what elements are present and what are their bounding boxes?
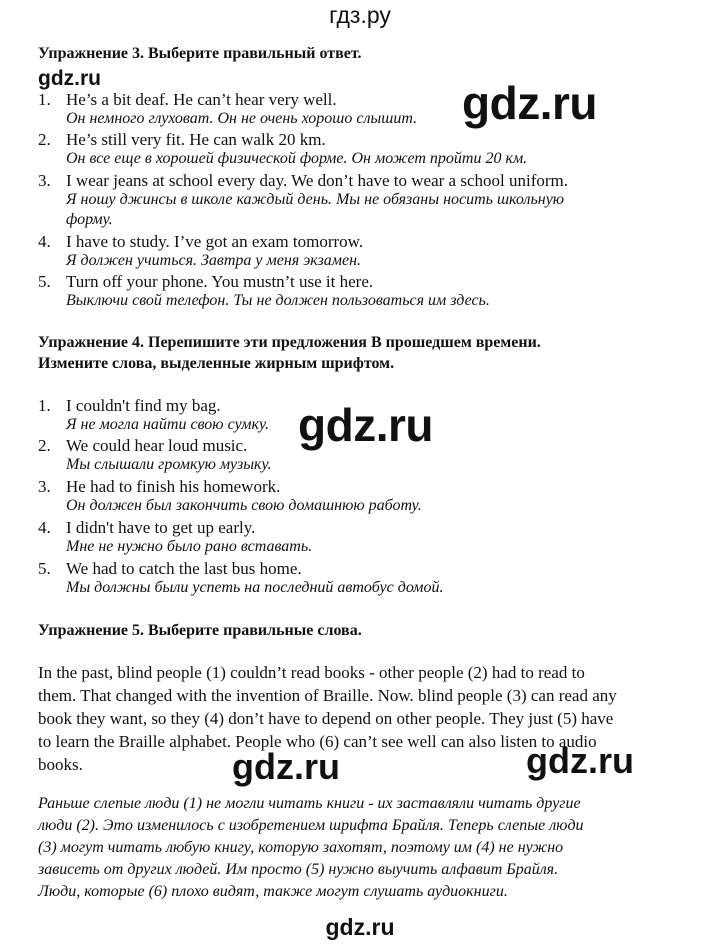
ex5-english-line-1: In the past, blind people (1) couldn’t read books - other people (2) had to read to	[38, 663, 585, 682]
ex4-item-1-english: I couldn't find my bag.	[66, 396, 221, 415]
ex3-item-2-number: 2.	[38, 130, 51, 149]
ex5-russian-line-3: (3) могут читать любую книгу, которую захотят, поэтому им (4) не нужно	[38, 839, 564, 856]
ex4-item-2-english: We could hear loud music.	[66, 436, 248, 455]
ex4-item-1-russian: Я не могла найти свою сумку.	[66, 416, 270, 433]
ex4-item-3-russian: Он должен был закончить свою домашнюю работу.	[66, 497, 422, 514]
ex4-item-2-russian: Мы слышали громкую музыку.	[66, 456, 272, 473]
ex4-item-3-number: 3.	[38, 477, 51, 496]
ex3-item-4-number: 4.	[38, 232, 51, 251]
ex3-item-4-russian: Я должен учиться. Завтра у меня экзамен.	[66, 252, 362, 269]
ex4-item-5-english: We had to catch the last bus home.	[66, 559, 302, 578]
watermark-lower-right: gdz.ru	[526, 740, 634, 781]
ex3-item-2-russian: Он все еще в хорошей физической форме. Он может пройти 20 км.	[66, 150, 528, 167]
ex5-russian-line-5: Люди, которые (6) плохо видят, также могут слушать аудиокниги.	[38, 883, 508, 900]
ex5-english-line-2: them. That changed with the invention of Braille. Now. blind people (3) can read any	[38, 686, 617, 705]
ex4-item-5-number: 5.	[38, 559, 51, 578]
ex3-item-1-english: He’s a bit deaf. He can’t hear very well.	[66, 90, 337, 109]
ex3-item-1-number: 1.	[38, 90, 51, 109]
watermark-footer: gdz.ru	[325, 914, 395, 940]
ex4-item-3-english: He had to finish his homework.	[66, 477, 281, 496]
ex3-item-3-russian-line-1: Я ношу джинсы в школе каждый день. Мы не обязаны носить школьную	[66, 191, 565, 208]
ex3-item-2-english: He’s still very fit. He can walk 20 km.	[66, 130, 326, 149]
site-title: гдз.ру	[329, 2, 391, 28]
ex4-item-1-number: 1.	[38, 396, 51, 415]
ex5-english-line-5: books.	[38, 755, 83, 774]
ex3-item-3-english: I wear jeans at school every day. We don’t have to wear a school uniform.	[66, 171, 569, 190]
ex5-russian-line-2: люди (2). Это изменилось с изобретением шрифта Брайля. Теперь слепые люди	[38, 817, 584, 834]
watermark-top-big: gdz.ru	[462, 77, 597, 129]
ex5-russian-line-1: Раньше слепые люди (1) не могли читать книги - их заставляли читать другие	[38, 795, 581, 812]
ex4-item-4-russian: Мне не нужно было рано вставать.	[66, 538, 313, 555]
ex3-item-5-english: Turn off your phone. You mustn’t use it here.	[66, 272, 374, 291]
watermark-lower-left: gdz.ru	[232, 746, 340, 787]
exercise-3-heading: Упражнение 3. Выберите правильный ответ.	[38, 45, 362, 62]
ex4-item-2-number: 2.	[38, 436, 51, 455]
exercise-5-heading: Упражнение 5. Выберите правильные слова.	[38, 622, 362, 639]
ex4-item-4-english: I didn't have to get up early.	[66, 518, 256, 537]
ex3-item-5-number: 5.	[38, 272, 51, 291]
ex3-item-3-russian-line-2: форму.	[66, 211, 113, 228]
ex3-item-3-number: 3.	[38, 171, 51, 190]
ex3-item-1-russian: Он немного глуховат. Он не очень хорошо слышит.	[66, 110, 418, 127]
ex4-item-5-russian: Мы должны были успеть на последний автобус домой.	[66, 579, 444, 596]
ex3-item-4-english: I have to study. I’ve got an exam tomorrow.	[66, 232, 364, 251]
watermark-middle: gdz.ru	[298, 399, 433, 451]
exercise-4-heading-line-2: Измените слова, выделенные жирным шрифтом.	[38, 355, 395, 372]
ex5-english-line-3: book they want, so they (4) don’t have to depend on other people. They just (5) have	[38, 709, 614, 728]
ex3-item-5-russian: Выключи свой телефон. Ты не должен пользоваться им здесь.	[66, 292, 490, 309]
exercise-4-heading-line-1: Упражнение 4. Перепишите эти предложения В прошедшем времени.	[38, 334, 541, 351]
ex5-russian-line-4: зависеть от других людей. Им просто (5) нужно выучить алфавит Брайля.	[38, 861, 559, 878]
watermark-top-small: gdz.ru	[38, 67, 101, 90]
ex4-item-4-number: 4.	[38, 518, 51, 537]
ex5-english-line-4: to learn the Braille alphabet. People who (6) can’t see well can also listen to audio	[38, 732, 597, 751]
